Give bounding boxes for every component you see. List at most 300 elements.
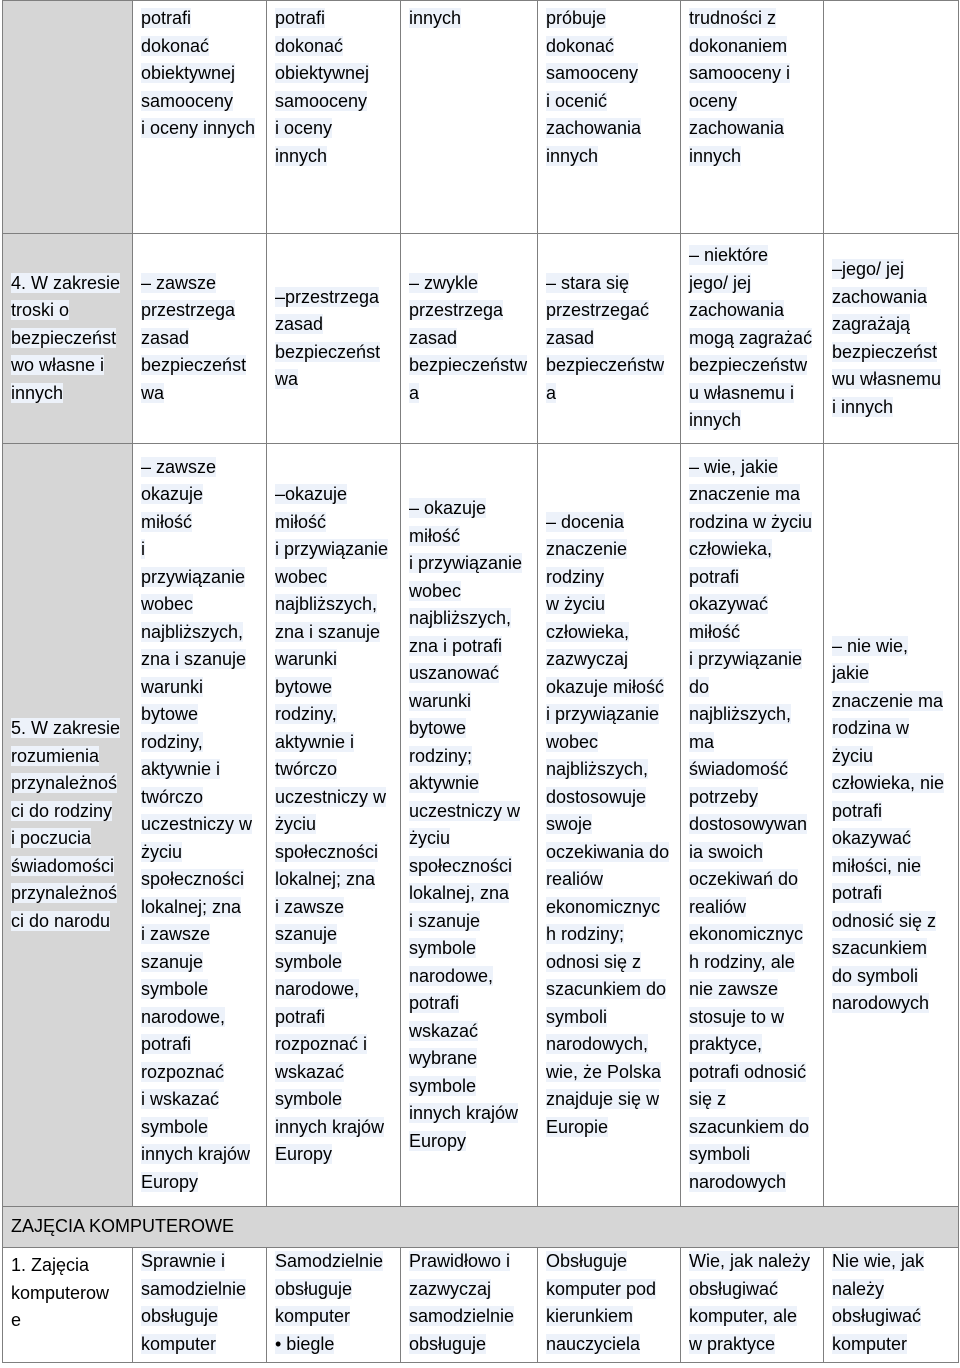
grade-cell-text bbox=[546, 270, 674, 408]
text-line bbox=[11, 770, 126, 798]
text-line-content: potrafi odnosić bbox=[689, 1061, 807, 1082]
text-line-content: rodziny; bbox=[409, 745, 473, 766]
text-line bbox=[546, 729, 674, 757]
text-line bbox=[275, 564, 394, 592]
text-line-content: znaczenie ma bbox=[832, 690, 944, 711]
grade-cell-text bbox=[832, 1248, 952, 1358]
text-line-content: kierunkiem bbox=[546, 1306, 634, 1326]
text-line-content: komputer bbox=[832, 1333, 908, 1354]
text-line bbox=[689, 33, 817, 61]
text-line-content: innych krajów bbox=[275, 1116, 385, 1137]
text-line bbox=[11, 908, 126, 936]
text-line bbox=[11, 1252, 126, 1280]
grade-cell-text bbox=[275, 1248, 394, 1358]
text-line-content: wa bbox=[141, 382, 165, 403]
text-line bbox=[409, 1128, 531, 1156]
text-line bbox=[141, 701, 260, 729]
text-line bbox=[141, 784, 260, 812]
text-line bbox=[409, 578, 531, 606]
text-line bbox=[832, 825, 952, 853]
text-line bbox=[546, 1276, 674, 1304]
text-line bbox=[141, 564, 260, 592]
text-line bbox=[141, 921, 260, 949]
text-line-content: narodowych, bbox=[546, 1034, 649, 1055]
text-line bbox=[689, 811, 817, 839]
text-line-content: dokonać bbox=[141, 35, 210, 56]
text-line bbox=[141, 1303, 260, 1331]
criteria-row-1 bbox=[3, 1248, 959, 1363]
text-line-content: człowieka, nie bbox=[832, 773, 945, 793]
text-line bbox=[689, 949, 817, 977]
text-line bbox=[409, 1018, 531, 1046]
text-line bbox=[275, 921, 394, 949]
text-line bbox=[409, 1045, 531, 1073]
text-line-content: potrafi bbox=[141, 1034, 192, 1055]
text-line bbox=[689, 729, 817, 757]
text-line-content: ia swoich bbox=[689, 841, 764, 862]
text-line-content: potrafi bbox=[409, 993, 460, 1013]
text-line bbox=[275, 949, 394, 977]
text-line bbox=[141, 297, 260, 325]
text-line bbox=[141, 1141, 260, 1169]
criteria-heading-text bbox=[11, 1252, 126, 1335]
text-line-content: się z bbox=[689, 1089, 727, 1110]
text-line-content: szanuje bbox=[141, 951, 204, 972]
text-line bbox=[546, 756, 674, 784]
text-line bbox=[689, 1114, 817, 1142]
text-line-content: wo własne i bbox=[11, 355, 105, 376]
text-line-content: lokalnej; zna bbox=[141, 896, 242, 917]
text-line bbox=[832, 366, 952, 394]
grade-cell-text bbox=[546, 5, 674, 170]
grade-cell-6 bbox=[133, 234, 267, 444]
text-line bbox=[689, 1141, 817, 1169]
text-line-content: realiów bbox=[689, 896, 747, 917]
text-line-content: miłość bbox=[409, 525, 461, 546]
text-line bbox=[409, 908, 531, 936]
text-line bbox=[275, 591, 394, 619]
text-line bbox=[546, 591, 674, 619]
text-line bbox=[546, 115, 674, 143]
text-line bbox=[275, 701, 394, 729]
text-line bbox=[689, 143, 817, 171]
grade-cell-5 bbox=[267, 444, 401, 1207]
text-line bbox=[141, 976, 260, 1004]
text-line-content: komputerow bbox=[11, 1282, 110, 1303]
text-line bbox=[141, 1331, 260, 1359]
text-line-content: symboli bbox=[689, 1144, 751, 1165]
grade-cell-3 bbox=[538, 234, 681, 444]
criteria-row-5 bbox=[3, 444, 959, 1207]
text-line bbox=[689, 1086, 817, 1114]
text-line-content: praktyce, bbox=[689, 1034, 763, 1055]
text-line-content: – docenia bbox=[546, 511, 625, 532]
text-line-content: uczestniczy w bbox=[275, 786, 387, 807]
text-line bbox=[11, 380, 126, 408]
text-line bbox=[546, 270, 674, 298]
text-line bbox=[689, 407, 817, 435]
grade-cell-text bbox=[546, 1248, 674, 1358]
text-line-content: – niektóre bbox=[689, 245, 769, 266]
text-line bbox=[409, 1073, 531, 1101]
text-line-content: Sprawnie i bbox=[141, 1251, 226, 1271]
text-line-content: Europy bbox=[409, 1130, 467, 1151]
text-line-content: u własnemu i bbox=[689, 382, 795, 403]
text-line bbox=[141, 1276, 260, 1304]
text-line-content: najbliższych, bbox=[409, 608, 512, 628]
text-line-content: obsługiwać bbox=[832, 1306, 922, 1326]
grade-cell-text bbox=[141, 454, 260, 1197]
text-line bbox=[832, 284, 952, 312]
text-line-content: okazywać bbox=[689, 594, 769, 615]
text-line bbox=[141, 325, 260, 353]
text-line-content: swoje bbox=[546, 814, 593, 835]
text-line-content: 4. W zakresie bbox=[11, 272, 121, 293]
grade-cell-text bbox=[689, 1248, 817, 1358]
section-heading bbox=[3, 1207, 959, 1248]
text-line bbox=[832, 798, 952, 826]
text-line-content: zazwyczaj bbox=[409, 1278, 492, 1299]
text-line-content: i przywiązanie bbox=[409, 553, 523, 573]
text-line bbox=[275, 339, 394, 367]
text-line bbox=[546, 536, 674, 564]
text-line bbox=[546, 811, 674, 839]
text-line-content: wie, że Polska bbox=[546, 1061, 662, 1082]
text-line bbox=[275, 866, 394, 894]
text-line-content: symbole bbox=[409, 1075, 477, 1096]
text-line bbox=[546, 646, 674, 674]
grade-cell-text bbox=[546, 509, 674, 1142]
text-line-content: okazuje miłość bbox=[546, 676, 665, 697]
text-line bbox=[275, 646, 394, 674]
text-line bbox=[141, 729, 260, 757]
text-line bbox=[409, 270, 531, 298]
text-line-content: życiu bbox=[832, 745, 874, 766]
text-line bbox=[689, 701, 817, 729]
text-line-content: twórczo bbox=[141, 786, 204, 807]
text-line bbox=[275, 619, 394, 647]
text-line bbox=[409, 715, 531, 743]
text-line-content: symboli bbox=[546, 1006, 608, 1027]
text-line bbox=[409, 688, 531, 716]
text-line-content: samodzielnie bbox=[409, 1306, 515, 1326]
criteria-heading bbox=[3, 1, 133, 234]
text-line-content: uczestniczy w bbox=[409, 800, 521, 821]
text-line-content: najbliższych, bbox=[275, 594, 378, 615]
text-line bbox=[689, 1303, 817, 1331]
text-line-content: bezpieczeństw bbox=[546, 355, 665, 376]
text-line bbox=[275, 115, 394, 143]
text-line-content: ekonomicznyc bbox=[689, 924, 804, 945]
text-line-content: ma bbox=[689, 731, 715, 752]
text-line bbox=[275, 366, 394, 394]
text-line-content: dokonać bbox=[546, 35, 615, 56]
text-line-content: wobec bbox=[275, 566, 328, 587]
text-line-content: przywiązanie bbox=[141, 566, 246, 587]
text-line-content: zna i potrafi bbox=[409, 635, 503, 656]
text-line-content: oczekiwań do bbox=[689, 869, 799, 890]
text-line-content: odnosić się z bbox=[832, 910, 937, 931]
grade-cell-1 bbox=[824, 444, 959, 1207]
text-line bbox=[689, 88, 817, 116]
text-line-content: i szanuje bbox=[409, 910, 481, 931]
text-line-content: w życiu bbox=[546, 594, 606, 615]
text-line-content: symbole bbox=[141, 1116, 209, 1137]
text-line-content: warunki bbox=[141, 676, 204, 697]
text-line-content: obsługiwać bbox=[689, 1278, 779, 1299]
text-line bbox=[141, 454, 260, 482]
text-line bbox=[546, 297, 674, 325]
grade-cell-text bbox=[275, 481, 394, 1169]
text-line-content: warunki bbox=[275, 649, 338, 670]
text-line bbox=[689, 1331, 817, 1359]
text-line-content: zna i szanuje bbox=[275, 621, 381, 642]
text-line bbox=[275, 839, 394, 867]
text-line-content: społeczności bbox=[275, 841, 379, 862]
text-line bbox=[275, 729, 394, 757]
text-line bbox=[141, 33, 260, 61]
grade-cell-3 bbox=[538, 444, 681, 1207]
text-line-content: uszanować bbox=[409, 663, 500, 683]
text-line bbox=[832, 1331, 952, 1359]
text-line bbox=[832, 743, 952, 771]
text-line bbox=[11, 297, 126, 325]
text-line bbox=[275, 756, 394, 784]
text-line bbox=[409, 1331, 531, 1359]
text-line-content: i poczucia bbox=[11, 828, 92, 848]
text-line bbox=[546, 976, 674, 1004]
text-line-content: jakie bbox=[832, 663, 870, 683]
text-line bbox=[141, 591, 260, 619]
text-line-content: – wie, jakie bbox=[689, 456, 779, 477]
text-line bbox=[546, 1086, 674, 1114]
text-line bbox=[832, 853, 952, 881]
text-line-content: dokonaniem bbox=[689, 35, 788, 56]
text-line-content: Samodzielnie bbox=[275, 1251, 384, 1271]
text-line-content: rodziny, bbox=[141, 731, 203, 752]
text-line-content: – stara się bbox=[546, 272, 630, 293]
text-line bbox=[689, 1276, 817, 1304]
text-line-content: wobec bbox=[141, 594, 194, 615]
text-line-content: jego/ jej bbox=[689, 272, 752, 293]
text-line bbox=[689, 536, 817, 564]
criteria-row-4 bbox=[3, 234, 959, 444]
text-line-content: aktywnie i bbox=[141, 759, 221, 780]
text-line-content: samooceny bbox=[546, 63, 639, 83]
text-line bbox=[11, 853, 126, 881]
text-line bbox=[275, 811, 394, 839]
text-line-content: bezpieczeństw bbox=[689, 355, 808, 376]
text-line bbox=[141, 352, 260, 380]
text-line-content: symbole bbox=[409, 938, 477, 958]
text-line bbox=[546, 1303, 674, 1331]
text-line-content: i oceny innych bbox=[141, 118, 256, 138]
text-line-content: komputer pod bbox=[546, 1278, 657, 1299]
text-line-content: innych bbox=[275, 145, 328, 166]
criteria-heading-text bbox=[11, 270, 126, 408]
text-line-content: trudności z bbox=[689, 8, 777, 28]
text-line-content: Europie bbox=[546, 1116, 609, 1137]
text-line bbox=[11, 1307, 126, 1335]
text-line bbox=[275, 1303, 394, 1331]
grade-cell-4 bbox=[401, 234, 538, 444]
text-line-content: –przestrzega bbox=[275, 286, 380, 307]
text-line-content: –okazuje bbox=[275, 484, 348, 505]
text-line bbox=[689, 866, 817, 894]
text-line-content: zazwyczaj bbox=[546, 649, 629, 670]
text-line bbox=[546, 866, 674, 894]
text-line bbox=[689, 921, 817, 949]
text-line-content: wa bbox=[275, 369, 299, 389]
text-line-content: bezpieczeńst bbox=[11, 327, 117, 348]
text-line bbox=[141, 646, 260, 674]
text-line bbox=[832, 256, 952, 284]
text-line-content: Nie wie, jak bbox=[832, 1251, 925, 1271]
text-line-content: bezpieczeństw bbox=[409, 355, 528, 376]
text-line bbox=[546, 143, 674, 171]
text-line bbox=[409, 605, 531, 633]
text-line-content: przynależnoś bbox=[11, 773, 118, 793]
text-line bbox=[546, 5, 674, 33]
text-line-content: życiu bbox=[275, 814, 317, 835]
text-line bbox=[832, 770, 952, 798]
text-line-content: przestrzega bbox=[141, 300, 236, 321]
text-line bbox=[409, 380, 531, 408]
criteria-row-top bbox=[3, 1, 959, 234]
text-line-content: najbliższych, bbox=[141, 621, 244, 642]
text-line-content: dokonać bbox=[275, 35, 344, 56]
text-line-content: zasad bbox=[546, 327, 595, 348]
text-line bbox=[546, 60, 674, 88]
text-line bbox=[689, 242, 817, 270]
text-line bbox=[689, 270, 817, 298]
text-line-content: należy bbox=[832, 1278, 885, 1299]
text-line-content: innych bbox=[11, 382, 64, 403]
text-line-content: symbole bbox=[141, 979, 209, 1000]
grade-cell-1 bbox=[824, 1248, 959, 1363]
text-line-content: innych bbox=[546, 145, 599, 166]
text-line-content: miłość bbox=[275, 511, 327, 532]
text-line-content: potrafi bbox=[832, 883, 883, 903]
text-line bbox=[832, 339, 952, 367]
text-line bbox=[275, 1059, 394, 1087]
text-line-content: rodzina w bbox=[832, 718, 910, 738]
text-line bbox=[409, 1303, 531, 1331]
text-line-content: e bbox=[11, 1310, 22, 1330]
text-line bbox=[546, 509, 674, 537]
text-line-content: bezpieczeńst bbox=[832, 341, 938, 362]
text-line bbox=[689, 1248, 817, 1276]
text-line-content: oceny bbox=[689, 90, 738, 111]
text-line-content: i oceny bbox=[275, 118, 333, 138]
text-line-content: rozumienia bbox=[11, 745, 100, 766]
text-line-content: lokalnej, zna bbox=[409, 883, 510, 903]
text-line-content: i przywiązanie bbox=[546, 704, 660, 725]
text-line-content: odnosi się z bbox=[546, 951, 642, 972]
text-line-content: miłość bbox=[141, 511, 193, 532]
text-line-content: lokalnej; zna bbox=[275, 869, 376, 890]
text-line-content: Obsługuje bbox=[546, 1251, 628, 1271]
text-line bbox=[141, 1248, 260, 1276]
text-line bbox=[546, 1004, 674, 1032]
text-line-content: narodowe, bbox=[409, 965, 494, 986]
text-line bbox=[141, 60, 260, 88]
grade-cell-text bbox=[141, 5, 260, 143]
text-line bbox=[546, 564, 674, 592]
text-line-content: symbole bbox=[275, 951, 343, 972]
text-line bbox=[141, 481, 260, 509]
text-line bbox=[409, 990, 531, 1018]
text-line-content: bezpieczeńst bbox=[275, 341, 381, 362]
text-line bbox=[689, 297, 817, 325]
text-line-content: – nie wie, bbox=[832, 635, 909, 656]
text-line-content: życiu bbox=[409, 828, 451, 848]
text-line-content: bytowe bbox=[141, 704, 199, 725]
grade-cell-3 bbox=[538, 1248, 681, 1363]
text-line-content: Europy bbox=[141, 1171, 199, 1192]
text-line-content: innych krajów bbox=[409, 1103, 519, 1123]
grade-cell-2 bbox=[681, 1248, 824, 1363]
text-line bbox=[689, 509, 817, 537]
text-line-content: samooceny i bbox=[689, 63, 791, 83]
criteria-heading bbox=[3, 1248, 133, 1363]
text-line bbox=[141, 536, 260, 564]
text-line-content: h rodziny, ale bbox=[689, 951, 795, 972]
grade-cell-text bbox=[141, 270, 260, 408]
text-line bbox=[689, 1004, 817, 1032]
text-line-content: życiu bbox=[141, 841, 183, 862]
text-line bbox=[409, 550, 531, 578]
text-line-content: samooceny bbox=[141, 90, 234, 111]
text-line-content: troski o bbox=[11, 300, 70, 321]
text-line-content: wskazać bbox=[275, 1061, 345, 1082]
text-line bbox=[832, 688, 952, 716]
criteria-heading bbox=[3, 444, 133, 1207]
text-line-content: narodowe, bbox=[275, 979, 360, 1000]
text-line bbox=[546, 674, 674, 702]
text-line-content: potrafi bbox=[832, 800, 883, 821]
text-line-content: zachowania bbox=[689, 118, 785, 138]
text-line bbox=[409, 297, 531, 325]
text-line-content: rodzina w życiu bbox=[689, 511, 813, 532]
text-line bbox=[275, 1031, 394, 1059]
text-line bbox=[141, 1086, 260, 1114]
text-line bbox=[689, 481, 817, 509]
text-line-content: wobec bbox=[409, 580, 462, 601]
text-line bbox=[409, 523, 531, 551]
text-line bbox=[275, 311, 394, 339]
text-line bbox=[546, 894, 674, 922]
text-line-content: aktywnie bbox=[409, 773, 480, 793]
text-line bbox=[832, 394, 952, 422]
text-line-content: zagrażają bbox=[832, 314, 911, 334]
text-line bbox=[141, 1114, 260, 1142]
text-line bbox=[832, 633, 952, 661]
text-line bbox=[409, 743, 531, 771]
text-line-content: i ocenić bbox=[546, 90, 608, 111]
text-line-content: znajduje się w bbox=[546, 1089, 660, 1110]
text-line bbox=[546, 1059, 674, 1087]
text-line bbox=[141, 839, 260, 867]
text-line bbox=[689, 564, 817, 592]
text-line bbox=[689, 619, 817, 647]
text-line bbox=[141, 894, 260, 922]
text-line-content: w praktyce bbox=[689, 1333, 776, 1354]
text-line bbox=[832, 880, 952, 908]
grade-cell-5 bbox=[267, 234, 401, 444]
text-line-content: znaczenie ma bbox=[689, 484, 801, 505]
text-line bbox=[546, 921, 674, 949]
